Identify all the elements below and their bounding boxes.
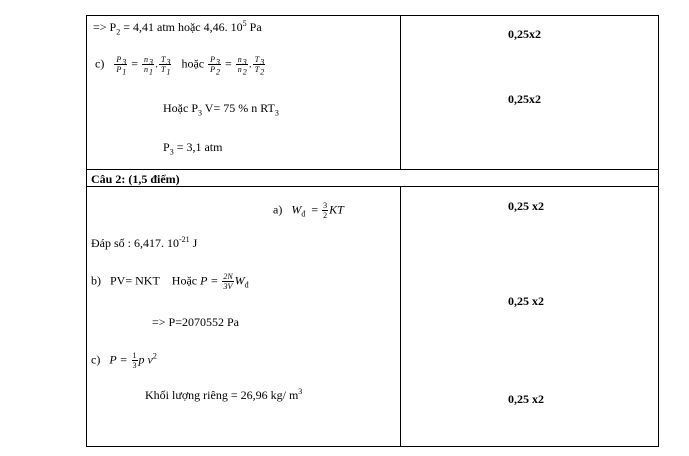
kinetic-energy-formula: a) $W_đ$ = $\frac{3}{2}$ KT: [273, 201, 344, 220]
alternative-formula-line: Hoặc $P_3$ V= 75 % n $RT_3$: [163, 101, 279, 118]
score-q2-first: 0,25 x2: [508, 199, 544, 213]
column-divider-upper: [400, 15, 401, 170]
score-q1-first: 0,25x2: [508, 27, 541, 41]
pressure-result-line: => P=2070552 Pa: [152, 315, 239, 329]
score-q2-second: 0,25 x2: [508, 294, 544, 308]
row-divider-bottom: [86, 186, 659, 187]
answer-line: Đáp số : 6,417. $10^{-21}$ J: [91, 235, 198, 250]
table-border-right: [658, 15, 659, 447]
pressure-ratio-formula: c) $\frac{P_3}{P_1}$ = $\frac{n_3}{n_1}$ . $\frac{T_3}{T_1}$ hoặc $\frac{P_3}{P_2}$ = $\frac{n_3}{n_2}$ . $\frac{T_3}{T_2}$: [95, 55, 265, 77]
p3-result-line: $P_3 = 3,1$ atm: [163, 140, 223, 157]
density-line: Khối lượng riêng = 26,96 kg/ $m^3$: [145, 387, 303, 402]
table-border-left: [86, 15, 87, 447]
table-border-top: [86, 15, 659, 16]
pressure-formula-line: b) PV= NKT Hoặc P = $\frac{2N}{3V}$ $W_đ$: [91, 272, 249, 291]
table-border-bottom: [86, 446, 659, 447]
score-q1-second: 0,25x2: [508, 92, 541, 106]
score-q2-third: 0,25 x2: [508, 392, 544, 406]
p2-result-line: => $P_2 = 4,41$ atm hoặc 4,46. $10^5$ Pa: [93, 19, 262, 37]
column-divider-lower: [400, 186, 401, 447]
question-2-header: Câu 2: (1,5 điểm): [91, 172, 180, 186]
row-divider-top: [86, 169, 659, 170]
gas-pressure-formula: c) P = $\frac{1}{3}$ p $v^2$: [91, 351, 157, 370]
